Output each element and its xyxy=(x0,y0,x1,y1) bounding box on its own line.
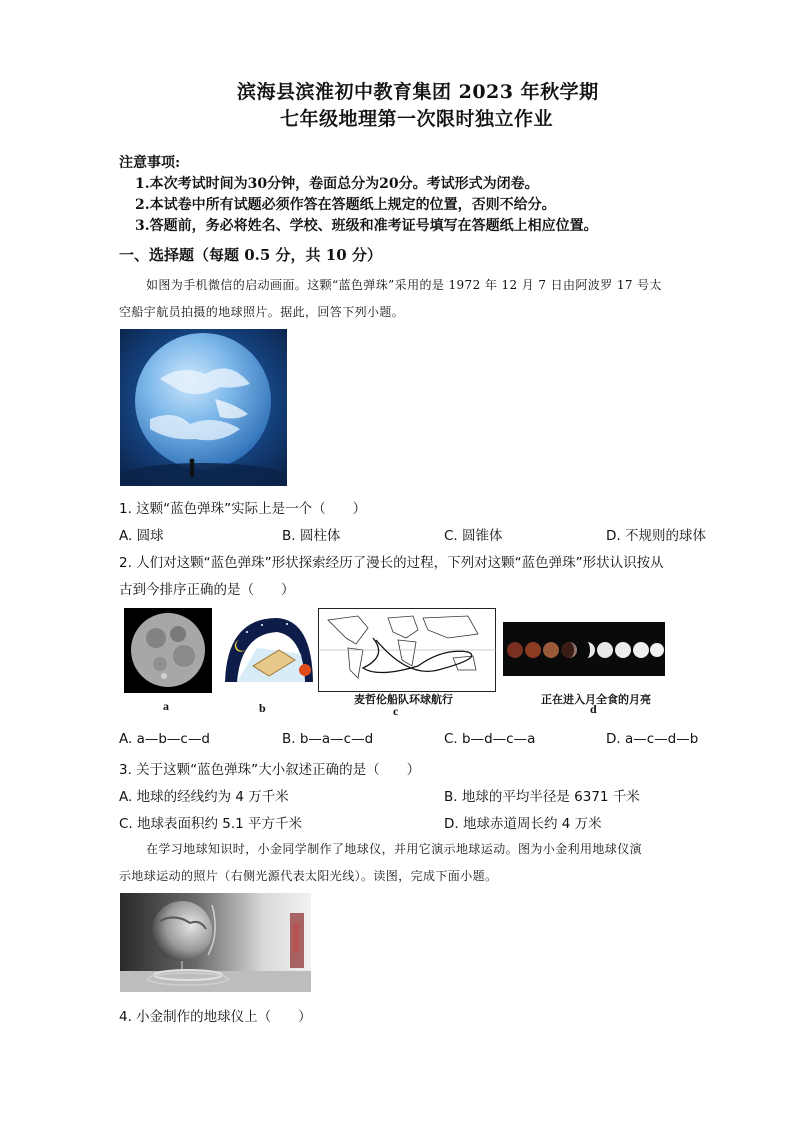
q3-option-d[interactable]: D. 地球赤道周长约 4 万米 xyxy=(444,816,602,832)
passage2-line2: 示地球运动的照片（右侧光源代表太阳光线）。读图，完成下面小题。 xyxy=(119,869,498,883)
q3-stem: 3. 关于这颗“蓝色弹珠”大小叙述正确的是（ ） xyxy=(119,762,421,778)
q2-option-d[interactable]: D. a—c—d—b xyxy=(606,731,699,747)
figure-a-label: a xyxy=(163,699,169,713)
notice-item-3: 3.答题前，务必将姓名、学校、班级和准考证号填写在答题纸上相应位置。 xyxy=(135,218,598,234)
figure-b-label: b xyxy=(259,701,266,715)
section-heading: 一、选择题（每题 0.5 分，共 10 分） xyxy=(119,246,382,264)
q1-stem: 1. 这颗“蓝色弹珠”实际上是一个（ ） xyxy=(119,501,367,517)
notice-item-1: 1.本次考试时间为30分钟，卷面总分为20分。考试形式为闭卷。 xyxy=(135,176,539,192)
q1-option-b[interactable]: B. 圆柱体 xyxy=(282,528,341,544)
figure-c-map xyxy=(318,608,496,692)
title-line-2: 七年级地理第一次限时独立作业 xyxy=(280,108,554,130)
figure-d-caption: 正在进入月全食的月亮 xyxy=(541,693,651,706)
figure-d-eclipse xyxy=(503,622,665,676)
passage2-line1: 在学习地球知识时，小金同学制作了地球仪，并用它演示地球运动。图为小金利用地球仪演 xyxy=(146,842,643,856)
passage1-line1: 如图为手机微信的启动画面。这颗“蓝色弹珠”采用的是 1972 年 12 月 7 日由阿波罗 17 号太 xyxy=(146,278,662,292)
title-line-1: 滨海县滨淮初中教育集团 2023 年秋学期 xyxy=(237,81,599,103)
notice-item-2: 2.本试卷中所有试题必须作答在答题纸上规定的位置，否则不给分。 xyxy=(135,197,556,213)
q3-option-a[interactable]: A. 地球的经线约为 4 万千米 xyxy=(119,789,289,805)
q2-option-b[interactable]: B. b—a—c—d xyxy=(282,731,374,747)
figure-b-dome xyxy=(217,610,317,690)
q2-option-c[interactable]: C. b—d—c—a xyxy=(444,731,536,747)
notice-heading: 注意事项: xyxy=(119,155,181,171)
globe-photo xyxy=(120,893,311,992)
q4-stem: 4. 小金制作的地球仪上（ ） xyxy=(119,1009,312,1025)
q1-option-d[interactable]: D. 不规则的球体 xyxy=(606,528,706,544)
q2-stem-line1: 2. 人们对这颗“蓝色弹珠”形状探索经历了漫长的过程，下列对这颗“蓝色弹珠”形状认识按从 xyxy=(119,555,664,571)
q2-stem-line2: 古到今排序正确的是（ ） xyxy=(119,582,295,598)
q1-option-c[interactable]: C. 圆锥体 xyxy=(444,528,503,544)
q2-option-a[interactable]: A. a—b—c—d xyxy=(119,731,210,747)
passage1-line2: 空船宇航员拍摄的地球照片。据此，回答下列小题。 xyxy=(119,305,405,319)
q3-option-b[interactable]: B. 地球的平均半径是 6371 千米 xyxy=(444,789,640,805)
figure-c-caption: 麦哲伦船队环球航行 xyxy=(354,693,453,706)
q3-option-c[interactable]: C. 地球表面积约 5.1 平方千米 xyxy=(119,816,303,832)
q1-option-a[interactable]: A. 圆球 xyxy=(119,528,164,544)
earth-photo xyxy=(120,329,287,486)
figure-c-label: c xyxy=(393,704,399,718)
figure-d-label: d xyxy=(590,702,597,716)
figure-a-moon xyxy=(124,608,212,693)
